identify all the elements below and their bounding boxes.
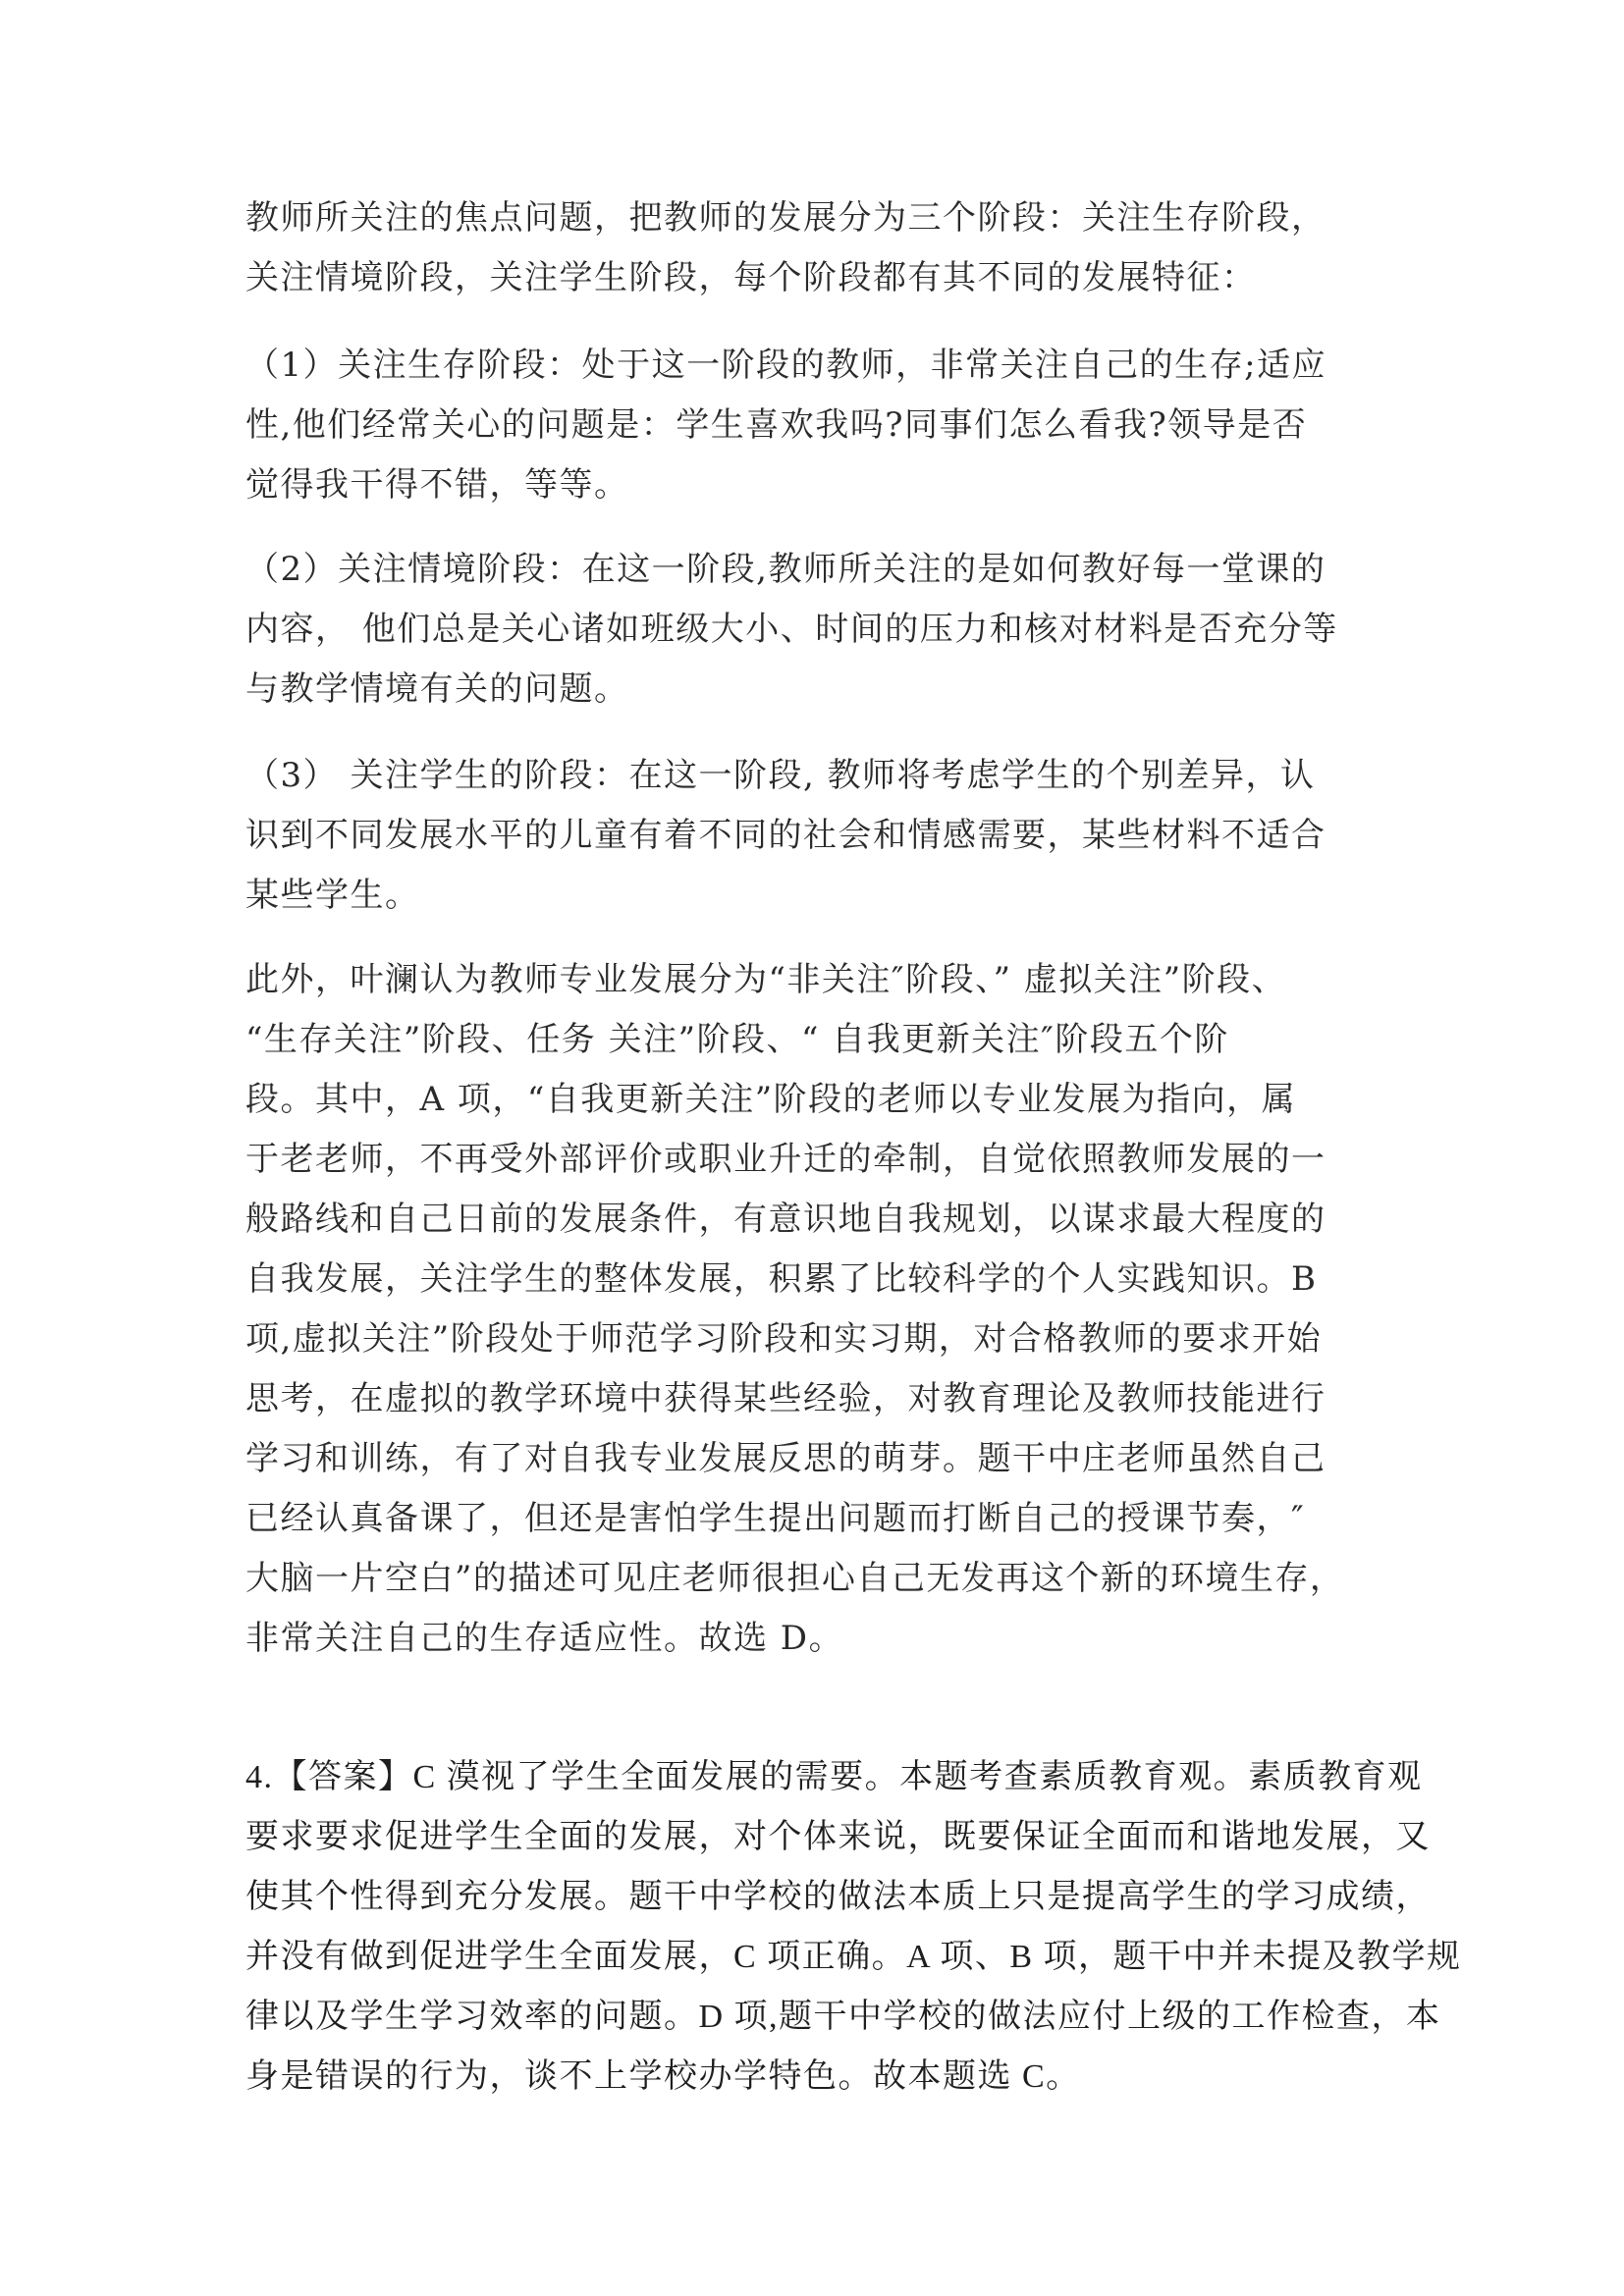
text-line: 大脑一片空白”的描述可见庄老师很担心自己无发再这个新的环境生存， bbox=[245, 1559, 1345, 1598]
text-line: 项,虚拟关注”阶段处于师范学习阶段和实习期，对合格教师的要求开始 bbox=[245, 1319, 1323, 1359]
paragraph-stage-1 bbox=[245, 336, 1404, 515]
text-line: 于老老师，不再受外部评价或职业升迁的牵制，自觉依照教师发展的一 bbox=[245, 1140, 1326, 1179]
text-line: 此外，叶澜认为教师专业发展分为“非关注″阶段、” 虚拟关注”阶段、 bbox=[245, 960, 1287, 999]
text-line: 4.【答案】C 漠视了学生全面发展的需要。本题考查素质教育观。素质教育观 bbox=[245, 1759, 1423, 1795]
text-line: 某些学生。 bbox=[245, 876, 420, 915]
text-line: 非常关注自己的生存适应性。故选 D。 bbox=[245, 1619, 844, 1658]
text-line: 并没有做到促进学生全面发展，C 项正确。A 项、B 项，题干中并未提及教学规 bbox=[245, 1939, 1462, 1975]
text-line: 思考，在虚拟的教学环境中获得某些经验，对教育理论及教师技能进行 bbox=[245, 1379, 1326, 1418]
text-line: 识到不同发展水平的儿童有着不同的社会和情感需要，某些材料不适合 bbox=[245, 816, 1326, 855]
text-line: （3） 关注学生的阶段：在这一阶段, 教师将考虑学生的个别差异，认 bbox=[245, 756, 1316, 795]
text-line: 自我发展，关注学生的整体发展，积累了比较科学的个人实践知识。B bbox=[245, 1259, 1318, 1299]
paragraph-stage-3 bbox=[245, 746, 1404, 926]
text-line: “生存关注”阶段、任务 关注”阶段、“ 自我更新关注″阶段五个阶 bbox=[245, 1020, 1229, 1059]
text-line: 觉得我干得不错，等等。 bbox=[245, 465, 629, 505]
text-line: 已经认真备课了，但还是害怕学生提出问题而打断自己的授课节奏，″ bbox=[245, 1499, 1306, 1538]
text-line: 内容， 他们总是关心诸如班级大小、时间的压力和核对材料是否充分等 bbox=[245, 610, 1338, 649]
text-line: （1）关注生存阶段：处于这一阶段的教师，非常关注自己的生存;适应 bbox=[245, 346, 1327, 385]
text-line: 关注情境阶段，关注学生阶段，每个阶段都有其不同的发展特征： bbox=[245, 258, 1257, 297]
paragraph-ye-lan bbox=[245, 950, 1404, 1669]
text-line: （2）关注情境阶段：在这一阶段,教师所关注的是如何教好每一堂课的 bbox=[245, 550, 1326, 589]
text-line: 学习和训练，有了对自我专业发展反思的萌芽。题干中庄老师虽然自己 bbox=[245, 1439, 1326, 1478]
text-line: 身是错误的行为，谈不上学校办学特色。故本题选 C。 bbox=[245, 2058, 1081, 2095]
text-line: 般路线和自己日前的发展条件，有意识地自我规划，以谋求最大程度的 bbox=[245, 1200, 1326, 1239]
paragraph-stage-2 bbox=[245, 540, 1404, 720]
paragraph-intro bbox=[245, 188, 1404, 308]
paragraph-answer-4 bbox=[245, 1747, 1462, 2107]
text-line: 段。其中，A 项，“自我更新关注”阶段的老师以专业发展为指向，属 bbox=[245, 1080, 1297, 1119]
text-line: 与教学情境有关的问题。 bbox=[245, 669, 629, 709]
text-line: 教师所关注的焦点问题，把教师的发展分为三个阶段：关注生存阶段， bbox=[245, 198, 1326, 238]
text-line: 使其个性得到充分发展。题干中学校的做法本质上只是提高学生的学习成绩， bbox=[245, 1879, 1431, 1915]
text-line: 要求要求促进学生全面的发展，对个体来说，既要保证全面而和谐地发展，又 bbox=[245, 1819, 1431, 1855]
text-line: 律以及学生学习效率的问题。D 项,题干中学校的做法应付上级的工作检查，本 bbox=[245, 1999, 1441, 2035]
text-line: 性,他们经常关心的问题是：学生喜欢我吗?同事们怎么看我?领导是否 bbox=[245, 405, 1308, 445]
